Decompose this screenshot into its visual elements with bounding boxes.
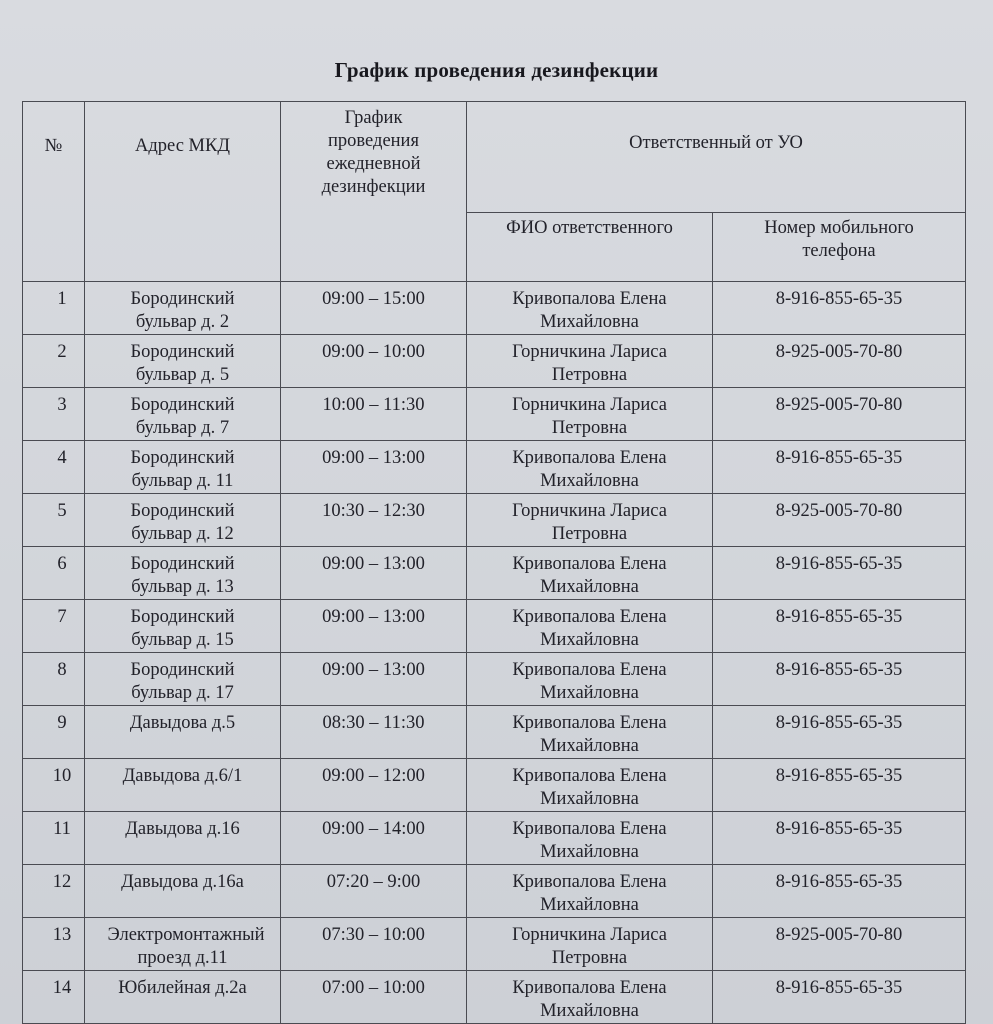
row-schedule-time: 09:00 – 15:00 [322, 289, 425, 309]
row-number: 10 [52, 766, 72, 786]
row-phone-cell [713, 865, 966, 918]
row-responsible-name: Горничкина Лариса Петровна [512, 925, 667, 968]
table-row [23, 865, 966, 918]
row-number-cell [23, 441, 85, 494]
row-responsible-name: Кривопалова Елена Михайловна [512, 766, 667, 809]
row-address: Бородинский бульвар д. 13 [130, 554, 235, 597]
row-number: 12 [52, 872, 72, 892]
row-schedule-time: 07:30 – 10:00 [322, 925, 425, 945]
row-responsible-name: Кривопалова Елена Михайловна [512, 448, 667, 491]
row-number-cell [23, 388, 85, 441]
row-number-cell [23, 653, 85, 706]
row-address: Бородинский бульвар д. 17 [130, 660, 235, 703]
row-phone: 8-916-855-65-35 [775, 819, 903, 839]
row-schedule-time-cell [281, 653, 467, 706]
row-schedule-time-cell [281, 812, 467, 865]
row-responsible-name: Кривопалова Елена Михайловна [512, 660, 667, 703]
header-phone-text: Номер мобильного телефона [764, 218, 914, 261]
row-responsible-name-cell [467, 706, 713, 759]
row-responsible-name: Кривопалова Елена Михайловна [512, 289, 667, 332]
row-number: 4 [57, 448, 67, 468]
row-number-cell [23, 812, 85, 865]
row-schedule-time-cell [281, 441, 467, 494]
row-schedule-time: 07:00 – 10:00 [322, 978, 425, 998]
row-responsible-name-cell [467, 335, 713, 388]
row-responsible-name: Кривопалова Елена Михайловна [512, 819, 667, 862]
row-schedule-time-cell [281, 388, 467, 441]
header-schedule-text: График проведения ежедневной дезинфекции [321, 108, 426, 197]
row-number: 5 [57, 501, 67, 521]
row-schedule-time: 09:00 – 13:00 [322, 660, 425, 680]
table-header-row [23, 102, 966, 213]
row-number: 9 [57, 713, 67, 733]
row-responsible-name-cell [467, 918, 713, 971]
table-row [23, 759, 966, 812]
table-row [23, 388, 966, 441]
row-schedule-time-cell [281, 547, 467, 600]
row-number: 1 [57, 289, 67, 309]
row-address: Бородинский бульвар д. 15 [130, 607, 235, 650]
row-phone-cell [713, 441, 966, 494]
row-address-cell [85, 918, 281, 971]
table-row [23, 971, 966, 1024]
row-phone: 8-916-855-65-35 [775, 713, 903, 733]
row-phone-cell [713, 494, 966, 547]
row-responsible-name-cell [467, 441, 713, 494]
row-address: Бородинский бульвар д. 2 [130, 289, 235, 332]
header-responsible-group: Ответственный от УО [467, 102, 966, 213]
row-number: 2 [57, 342, 67, 362]
row-phone: 8-916-855-65-35 [775, 872, 903, 892]
table-row [23, 282, 966, 335]
header-responsible-name: ФИО ответственного [467, 213, 713, 282]
row-schedule-time-cell [281, 282, 467, 335]
row-address: Юбилейная д.2а [118, 978, 247, 998]
row-phone: 8-925-005-70-80 [775, 501, 903, 521]
header-number: № [23, 102, 85, 282]
row-phone-cell [713, 971, 966, 1024]
row-number-cell [23, 706, 85, 759]
row-schedule-time: 09:00 – 12:00 [322, 766, 425, 786]
row-address-cell [85, 653, 281, 706]
row-number-cell [23, 918, 85, 971]
row-address: Давыдова д.16 [125, 819, 240, 839]
row-address-cell [85, 759, 281, 812]
header-schedule [281, 102, 467, 282]
row-number: 3 [57, 395, 67, 415]
row-schedule-time: 09:00 – 10:00 [322, 342, 425, 362]
row-address-cell [85, 494, 281, 547]
row-number: 14 [52, 978, 72, 998]
row-schedule-time: 08:30 – 11:30 [322, 713, 425, 733]
row-phone: 8-916-855-65-35 [775, 660, 903, 680]
row-schedule-time: 09:00 – 13:00 [322, 448, 425, 468]
row-schedule-time-cell [281, 971, 467, 1024]
row-phone: 8-916-855-65-35 [775, 766, 903, 786]
table-row [23, 812, 966, 865]
row-responsible-name-cell [467, 812, 713, 865]
row-phone-cell [713, 706, 966, 759]
row-schedule-time: 07:20 – 9:00 [326, 872, 421, 892]
row-number: 6 [57, 554, 67, 574]
table-row [23, 494, 966, 547]
row-number: 7 [57, 607, 67, 627]
row-number: 13 [52, 925, 72, 945]
row-schedule-time-cell [281, 918, 467, 971]
row-phone-cell [713, 388, 966, 441]
header-phone [713, 213, 966, 282]
row-responsible-name: Кривопалова Елена Михайловна [512, 554, 667, 597]
table-row [23, 706, 966, 759]
row-schedule-time-cell [281, 600, 467, 653]
row-schedule-time: 09:00 – 13:00 [322, 607, 425, 627]
row-responsible-name: Горничкина Лариса Петровна [512, 395, 667, 438]
disinfection-schedule-table [22, 101, 966, 1024]
row-address: Электромонтажный проезд д.11 [107, 925, 265, 968]
document-title: График проведения дезинфекции [334, 58, 659, 82]
row-phone: 8-916-855-65-35 [775, 554, 903, 574]
row-phone: 8-925-005-70-80 [775, 342, 903, 362]
row-number-cell [23, 600, 85, 653]
row-address-cell [85, 706, 281, 759]
header-address: Адрес МКД [85, 102, 281, 282]
row-phone-cell [713, 335, 966, 388]
row-phone-cell [713, 918, 966, 971]
row-schedule-time-cell [281, 335, 467, 388]
row-phone: 8-925-005-70-80 [775, 395, 903, 415]
row-address-cell [85, 335, 281, 388]
row-phone-cell [713, 282, 966, 335]
row-responsible-name-cell [467, 971, 713, 1024]
row-address: Давыдова д.16а [121, 872, 244, 892]
row-responsible-name-cell [467, 494, 713, 547]
row-number-cell [23, 971, 85, 1024]
row-phone-cell [713, 653, 966, 706]
row-number: 8 [57, 660, 67, 680]
row-number-cell [23, 494, 85, 547]
row-phone: 8-916-855-65-35 [775, 448, 903, 468]
row-phone-cell [713, 547, 966, 600]
row-address-cell [85, 971, 281, 1024]
row-responsible-name: Кривопалова Елена Михайловна [512, 713, 667, 756]
row-phone-cell [713, 759, 966, 812]
table-row [23, 441, 966, 494]
row-responsible-name-cell [467, 547, 713, 600]
row-address-cell [85, 600, 281, 653]
row-number-cell [23, 335, 85, 388]
row-schedule-time-cell [281, 865, 467, 918]
table-row [23, 600, 966, 653]
table-row [23, 335, 966, 388]
row-responsible-name-cell [467, 600, 713, 653]
row-address: Бородинский бульвар д. 12 [130, 501, 235, 544]
row-phone-cell [713, 812, 966, 865]
row-number-cell [23, 865, 85, 918]
row-responsible-name-cell [467, 653, 713, 706]
row-responsible-name: Кривопалова Елена Михайловна [512, 978, 667, 1021]
row-address-cell [85, 441, 281, 494]
row-schedule-time: 10:00 – 11:30 [322, 395, 425, 415]
row-address: Бородинский бульвар д. 11 [130, 448, 235, 491]
table-row [23, 653, 966, 706]
table-row [23, 918, 966, 971]
row-phone: 8-925-005-70-80 [775, 925, 903, 945]
row-phone: 8-916-855-65-35 [775, 289, 903, 309]
row-address-cell [85, 865, 281, 918]
row-schedule-time-cell [281, 494, 467, 547]
row-address-cell [85, 547, 281, 600]
row-responsible-name: Горничкина Лариса Петровна [512, 501, 667, 544]
row-schedule-time: 09:00 – 14:00 [322, 819, 425, 839]
row-responsible-name: Кривопалова Елена Михайловна [512, 607, 667, 650]
row-phone: 8-916-855-65-35 [775, 607, 903, 627]
row-number-cell [23, 282, 85, 335]
row-responsible-name: Кривопалова Елена Михайловна [512, 872, 667, 915]
table-row [23, 547, 966, 600]
row-schedule-time-cell [281, 706, 467, 759]
row-number-cell [23, 547, 85, 600]
row-phone-cell [713, 600, 966, 653]
row-number-cell [23, 759, 85, 812]
row-address-cell [85, 388, 281, 441]
row-schedule-time: 10:30 – 12:30 [322, 501, 425, 521]
row-address: Бородинский бульвар д. 7 [130, 395, 235, 438]
row-number: 11 [53, 819, 71, 839]
row-responsible-name-cell [467, 865, 713, 918]
row-responsible-name-cell [467, 388, 713, 441]
row-responsible-name-cell [467, 282, 713, 335]
row-schedule-time-cell [281, 759, 467, 812]
row-address-cell [85, 282, 281, 335]
row-address: Давыдова д.6/1 [122, 766, 243, 786]
table-body [23, 282, 966, 1024]
row-schedule-time: 09:00 – 13:00 [322, 554, 425, 574]
row-address-cell [85, 812, 281, 865]
row-address: Бородинский бульвар д. 5 [130, 342, 235, 385]
row-responsible-name: Горничкина Лариса Петровна [512, 342, 667, 385]
row-phone: 8-916-855-65-35 [775, 978, 903, 998]
row-responsible-name-cell [467, 759, 713, 812]
row-address: Давыдова д.5 [129, 713, 236, 733]
